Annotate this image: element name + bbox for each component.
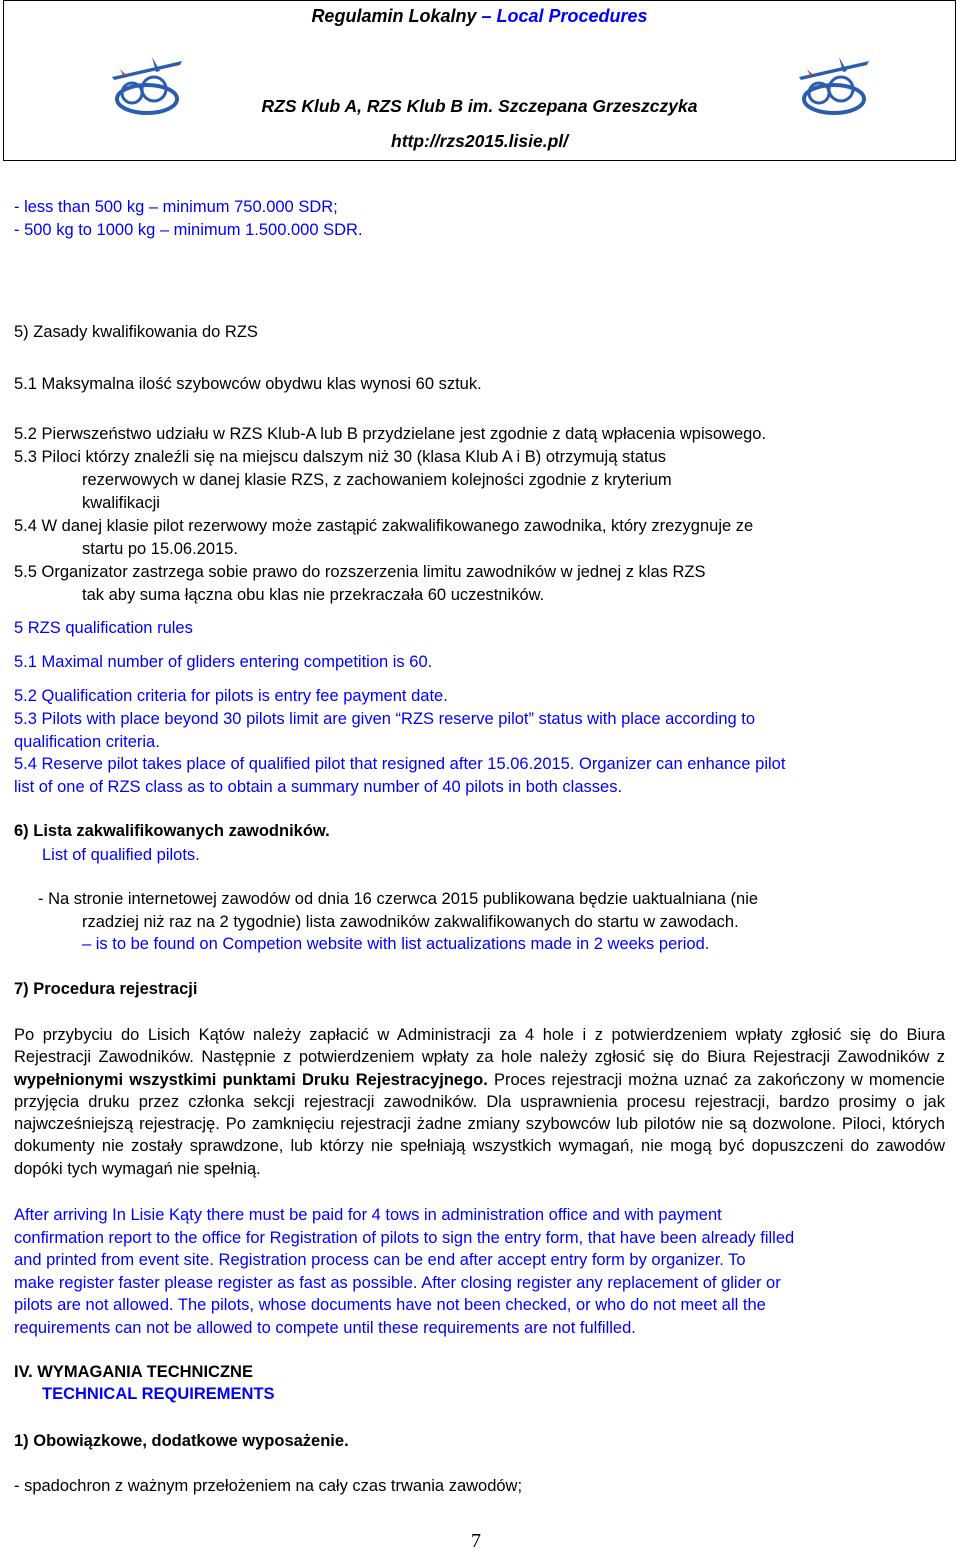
section7-pl-paragraph: Po przybyciu do Lisich Kątów należy zapłacić w Administracji za 4 hole i z potwierdzeniem wpłaty zgłosić się do Biura Rejestracji Zawodników. Następnie z potwierdzeniem wpłaty za hole należy zgłosić się do Biura Rejestracji Zawodników z wypełnionymi wszystkimi punktami Druku Rejestracyjnego. Proces rejestracji można uznać za zakończony w momencie przyjęcia druku przez członka sekcji rejestracji zawodników. Dla usprawnienia procesu rejestracji, bardzo prosimy o jak najwcześniejszą rejestrację. Po zamknięciu rejestracji żadne zmiany szybowców lub pilotów nie są dozwolone. Piloci, których dokumenty nie zostały sprawdzone, lub którzy nie spełniają wszystkich wymagań, nie mogą być dopuszczeni do zawodów dopóki tych wymagań nie spełnią. bbox=[14, 1026, 945, 1178]
section5-en-54-line2: list of one of RZS class as to obtain a summary number of 40 pilots in both classes. bbox=[14, 778, 623, 796]
section5-heading: 5) Zasady kwalifikowania do RZS bbox=[14, 323, 258, 341]
section5-p53-line3: kwalifikacji bbox=[82, 494, 160, 512]
section6-en-heading: List of qualified pilots. bbox=[42, 846, 200, 864]
sectionIV-item1: - spadochron z ważnym przełożeniem na cały czas trwania zawodów; bbox=[14, 1477, 523, 1495]
sectionIV-heading: IV. WYMAGANIA TECHNICZNE bbox=[14, 1363, 253, 1381]
section5-p54-line1: 5.4 W danej klasie pilot rezerwowy może zastąpić zakwalifikowanego zawodnika, który zrezygnuje ze bbox=[14, 517, 754, 535]
section5-p54-line2: startu po 15.06.2015. bbox=[82, 540, 238, 558]
sectionIV-en-heading: TECHNICAL REQUIREMENTS bbox=[42, 1385, 275, 1403]
section7-en-line6: requirements can not be allowed to compete until these requirements are not fulfilled. bbox=[14, 1319, 636, 1337]
section5-p55-line2: tak aby suma łączna obu klas nie przekraczała 60 uczestników. bbox=[82, 586, 545, 604]
section5-p53-line2: rezerwowych w danej klasie RZS, z zachowaniem kolejności zgodnie z kryterium bbox=[82, 471, 672, 489]
section6-item-line1: - Na stronie internetowej zawodów od dnia 16 czerwca 2015 publikowana będzie uaktualniana (nie bbox=[38, 890, 759, 908]
section5-p52: 5.2 Pierwszeństwo udziału w RZS Klub-A lub B przydzielane jest zgodnie z datą wpłacenia wpisowego. bbox=[14, 425, 767, 443]
section5-en-53-line1: 5.3 Pilots with place beyond 30 pilots limit are given “RZS reserve pilot” status with place according to bbox=[14, 710, 756, 728]
glider-logo-left-icon bbox=[102, 49, 192, 119]
header-club: RZS Klub A, RZS Klub B im. Szczepana Grzeszczyka bbox=[261, 96, 698, 116]
section7-en-line2: confirmation report to the office for Registration of pilots to sign the entry form, that have been already filled bbox=[14, 1229, 795, 1247]
header-url: http://rzs2015.lisie.pl/ bbox=[391, 131, 568, 151]
section5-en-51: 5.1 Maximal number of gliders entering competition is 60. bbox=[14, 653, 433, 671]
section7-en-line3: and printed from event site. Registration process can be end after accept entry form by organizer. To bbox=[14, 1251, 746, 1269]
section5-p53-line1: 5.3 Piloci którzy znaleźli się na miejscu dalszym niż 30 (klasa Klub A i B) otrzymują status bbox=[14, 448, 667, 466]
insurance-line-2: - 500 kg to 1000 kg – minimum 1.500.000 SDR. bbox=[14, 221, 363, 239]
section5-en-53-line2: qualification criteria. bbox=[14, 733, 160, 751]
section6-heading: 6) Lista zakwalifikowanych zawodników. bbox=[14, 822, 330, 840]
section7-en-line5: pilots are not allowed. The pilots, whose documents have not been checked, or who do not meet all the bbox=[14, 1296, 766, 1314]
section5-en-52: 5.2 Qualification criteria for pilots is entry fee payment date. bbox=[14, 687, 448, 705]
section7-heading: 7) Procedura rejestracji bbox=[14, 980, 198, 998]
insurance-line-1: - less than 500 kg – minimum 750.000 SDR; bbox=[14, 198, 338, 216]
section6-item-line2: rzadziej niż raz na 2 tygodnie) lista zawodników zakwalifikowanych do startu w zawodach. bbox=[82, 913, 739, 931]
page-header bbox=[3, 0, 956, 161]
sectionIV-sub1: 1) Obowiązkowe, dodatkowe wyposażenie. bbox=[14, 1432, 349, 1450]
section6-item-en: – is to be found on Competion website with list actualizations made in 2 weeks period. bbox=[82, 935, 710, 953]
header-title: Regulamin Lokalny – Local Procedures bbox=[311, 6, 648, 26]
section5-en-54-line1: 5.4 Reserve pilot takes place of qualified pilot that resigned after 15.06.2015. Organizer can enhance pilot bbox=[14, 755, 786, 773]
page-number: 7 bbox=[471, 1530, 481, 1552]
section7-en-line1: After arriving In Lisie Kąty there must be paid for 4 tows in administration office and with payment bbox=[14, 1206, 722, 1224]
section5-p55-line1: 5.5 Organizator zastrzega sobie prawo do rozszerzenia limitu zawodników w jednej z klas RZS bbox=[14, 563, 706, 581]
glider-logo-right-icon bbox=[789, 49, 879, 119]
section5-p51: 5.1 Maksymalna ilość szybowców obydwu klas wynosi 60 sztuk. bbox=[14, 375, 482, 393]
section7-en-line4: make register faster please register as fast as possible. After closing register any replacement of glider or bbox=[14, 1274, 781, 1292]
section5-en-heading: 5 RZS qualification rules bbox=[14, 619, 193, 637]
